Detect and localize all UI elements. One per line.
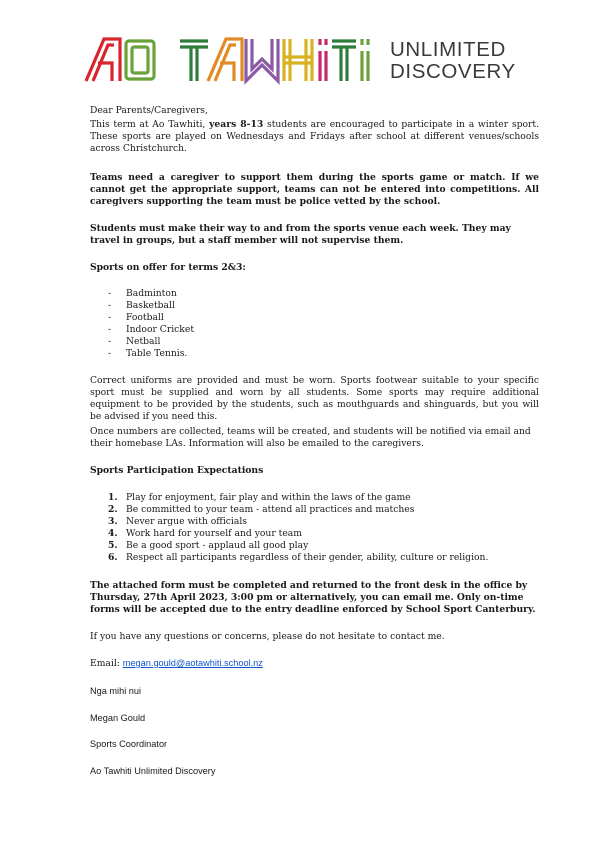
email-line	[90, 657, 539, 670]
expectation-text: Be a good sport - applaud all good play	[126, 540, 309, 551]
list-number: 2.	[108, 504, 118, 515]
list-item	[90, 300, 539, 312]
email-label: Email:	[90, 658, 123, 669]
logo-wordmark	[84, 35, 384, 85]
expectation-text: Work hard for yourself and your team	[126, 528, 302, 539]
signatory-role: Sports Coordinator	[90, 739, 168, 749]
list-item	[90, 552, 539, 564]
list-item	[90, 540, 539, 552]
contact-line: If you have any questions or concerns, please do not hesitate to contact me.	[90, 631, 445, 642]
list-item	[90, 504, 539, 516]
expectation-text: Be committed to your team - attend all practices and matches	[126, 504, 415, 515]
sport-name: Football	[126, 312, 164, 323]
notification-paragraph: Once numbers are collected, teams will be created, and students will be notified via email and their homebase LAs. Information will also be emailed to the caregivers.	[90, 426, 531, 449]
list-number: 4.	[108, 528, 118, 539]
sports-list	[90, 288, 539, 360]
bullet-marker: -	[108, 288, 112, 299]
form-deadline-notice: The attached form must be completed and returned to the front desk in the office by Thursday, 27th April 2023, 3:00 pm or alternatively, you can email me. Only on-time forms will be accepted due to the entry deadline enforced by School Sport Canterbury.	[90, 580, 536, 615]
expectations-heading: Sports Participation Expectations	[90, 465, 264, 476]
logo-subtitle-line1: UNLIMITED	[390, 38, 506, 61]
list-item	[90, 312, 539, 324]
expectation-text: Play for enjoyment, fair play and within the laws of the game	[126, 492, 411, 503]
sport-name: Basketball	[126, 300, 175, 311]
sports-heading: Sports on offer for terms 2&3:	[90, 262, 246, 273]
list-number: 5.	[108, 540, 118, 551]
sport-name: Badminton	[126, 288, 177, 299]
list-item	[90, 348, 539, 360]
caregiver-notice: Teams need a caregiver to support them during the sports game or match. If we cannot get the appropriate support, teams can not be entered into competitions. All caregivers supporting the team must be police vetted by the school.	[90, 172, 539, 207]
signoff: Nga mihi nui	[90, 686, 142, 696]
travel-notice: Students must make their way to and from the sports venue each week. They may travel in groups, but a staff member will not supervise them.	[90, 223, 511, 246]
sport-name: Table Tennis.	[126, 348, 188, 359]
uniforms-paragraph: Correct uniforms are provided and must be worn. Sports footwear suitable to your specific sport must be supplied and worn by all students. Some sports may require additional equipment to be provided by the students, such as mouthguards and shinguards, but you will be advised if you need this.	[90, 375, 539, 422]
sport-name: Indoor Cricket	[126, 324, 195, 335]
intro-paragraph	[90, 119, 539, 155]
list-number: 1.	[108, 492, 118, 503]
sport-name: Netball	[126, 336, 161, 347]
bullet-marker: -	[108, 324, 112, 335]
signatory-name: Megan Gould	[90, 713, 146, 723]
bullet-marker: -	[108, 336, 112, 347]
bullet-marker: -	[108, 300, 112, 311]
expectations-list	[90, 492, 539, 564]
email-link[interactable]: megan.gould@aotawhiti.school.nz	[122, 658, 263, 668]
intro-text-2: students are encouraged to participate in a winter sport. These sports are played on Wednesdays and Fridays after school at different venues/schools across Christchurch.	[90, 119, 540, 154]
expectation-text: Never argue with officials	[126, 516, 247, 527]
list-item	[90, 516, 539, 528]
intro-years: years 8-13	[209, 119, 264, 130]
list-item	[90, 288, 539, 300]
list-item	[90, 324, 539, 336]
organisation-name: Ao Tawhiti Unlimited Discovery	[90, 766, 216, 776]
list-item	[90, 528, 539, 540]
school-logo	[84, 35, 524, 85]
bullet-marker: -	[108, 348, 112, 359]
list-number: 6.	[108, 552, 118, 563]
expectation-text: Respect all participants regardless of their gender, ability, culture or religion.	[126, 552, 489, 563]
greeting: Dear Parents/Caregivers,	[90, 105, 208, 116]
intro-text-1: This term at Ao Tawhiti,	[90, 119, 210, 130]
list-item	[90, 492, 539, 504]
logo-subtitle-line2: DISCOVERY	[390, 60, 516, 83]
list-number: 3.	[108, 516, 118, 527]
logo-subtitle	[390, 39, 516, 83]
list-item	[90, 336, 539, 348]
bullet-marker: -	[108, 312, 112, 323]
